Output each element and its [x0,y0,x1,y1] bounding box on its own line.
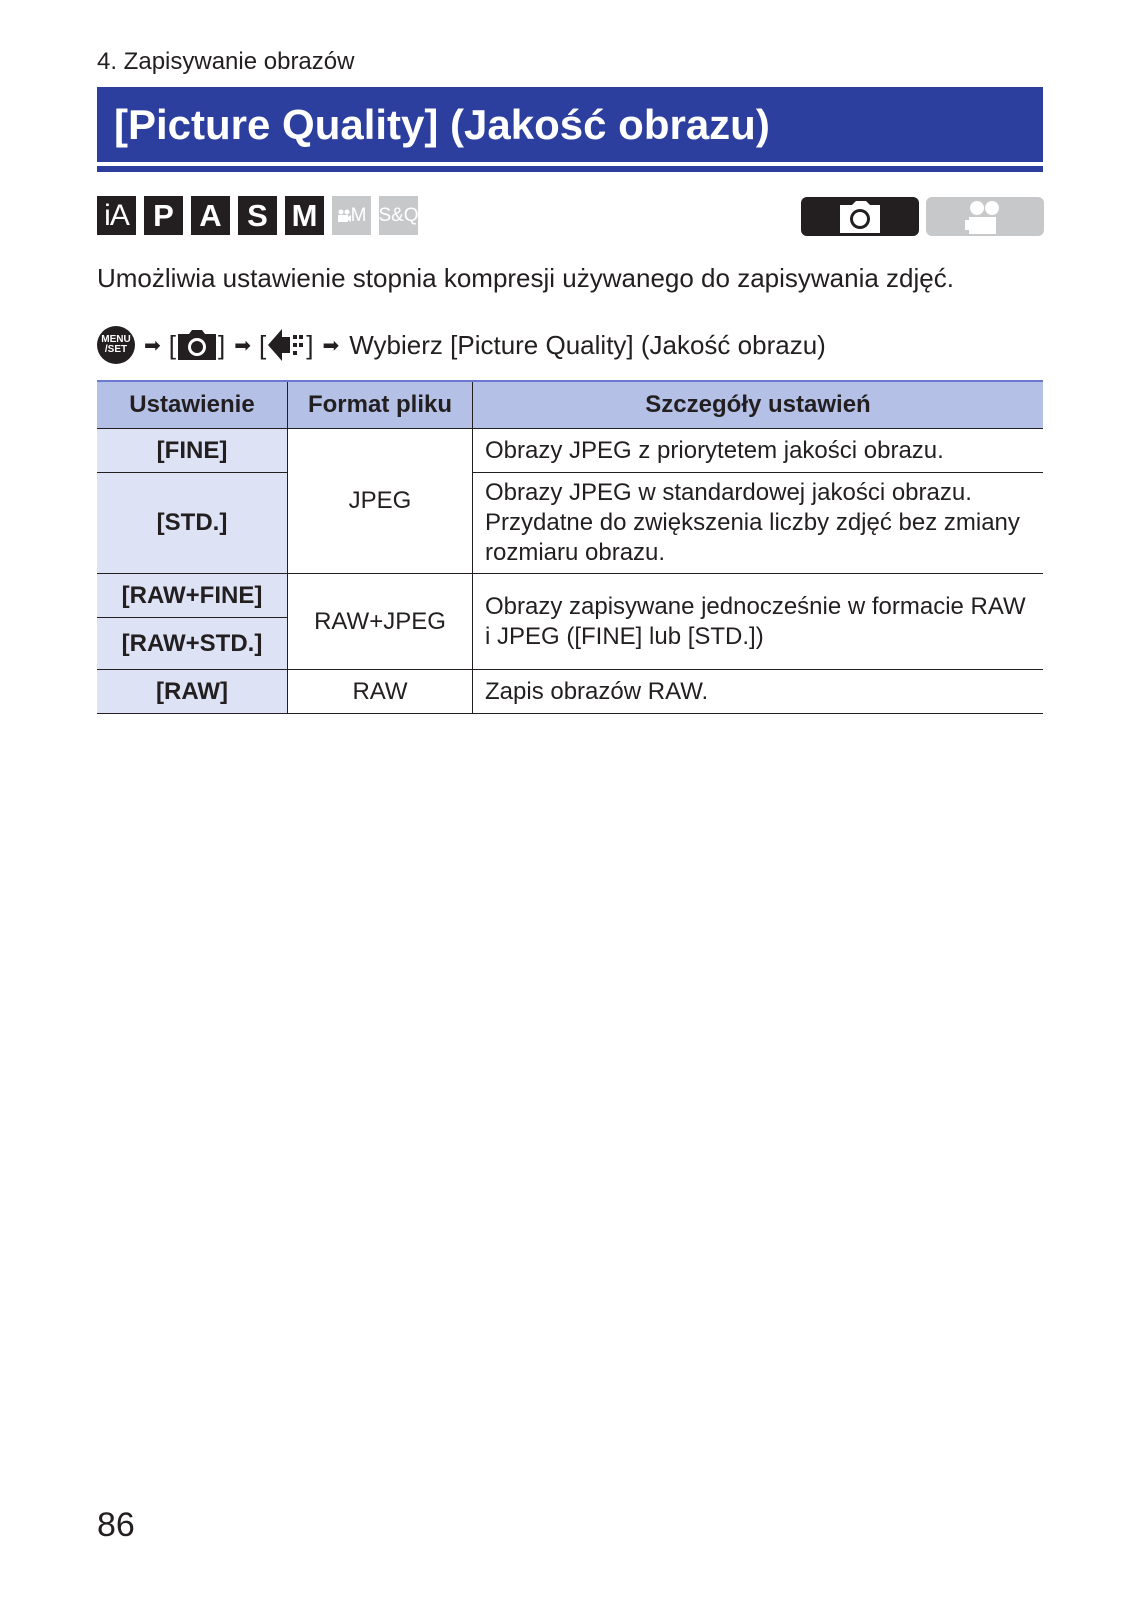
title-underline [97,166,1043,172]
movie-camera-icon [965,200,1005,234]
camera-menu-icon [176,329,218,361]
setting-cell: [RAW+STD.] [97,618,288,670]
arrow-icon: ➡ [144,334,161,357]
column-header: Ustawienie [97,381,288,429]
mode-icons [97,196,418,235]
column-header: Format pliku [288,381,473,429]
menu-path-text: Wybierz [Picture Quality] (Jakość obrazu) [349,329,826,360]
setting-cell: [FINE] [97,429,288,473]
movie-camera-icon [337,209,351,223]
mode-s-icon: S [238,196,277,235]
mode-ia-icon: iA [97,196,136,235]
details-cell: Obrazy JPEG z priorytetem jakości obrazu. [473,429,1044,473]
settings-table [97,380,1043,714]
bracket-close: ] [218,329,226,360]
mode-m-icon: M [285,196,324,235]
mode-p-icon: P [144,196,183,235]
page-number: 86 [97,1506,135,1544]
bracket-open: [ [259,329,267,360]
setting-cell: [STD.] [97,473,288,574]
table-row [97,670,1043,714]
format-cell: RAW [288,670,473,714]
mode-sq-icon: S&Q [379,196,418,235]
page-title [97,87,1043,162]
description: Umożliwia ustawienie stopnia kompresji używanego do zapisywania zdjęć. [97,263,954,293]
column-header: Szczegóły ustawień [473,381,1044,429]
section-label: 4. Zapisywanie obrazów [97,48,355,75]
format-cell: RAW+JPEG [288,574,473,670]
mode-creative-video-icon [332,196,371,235]
video-mode-badge [926,197,1044,236]
mode-creative-video-label: M [350,204,367,226]
mode-a-icon: A [191,196,230,235]
arrow-icon: ➡ [234,334,251,357]
format-cell: JPEG [288,429,473,574]
menu-set-bottom: /SET [104,344,128,355]
setting-cell: [RAW+FINE] [97,574,288,618]
menu-set-top: MENU [101,334,131,345]
menu-set-icon [97,326,135,364]
setting-cell: [RAW] [97,670,288,714]
bracket-close: ] [306,329,314,360]
bracket-open: [ [168,329,176,360]
camera-icon [838,201,882,233]
image-quality-menu-icon [266,327,306,363]
menu-path [97,325,826,365]
arrow-icon: ➡ [322,334,340,357]
table-row [97,429,1043,473]
table-row [97,574,1043,618]
details-cell: Obrazy JPEG w standardowej jakości obrazu. Przydatne do zwiększenia liczby zdjęć bez zmiany rozmiaru obrazu. [473,473,1044,574]
page-title-text: [Picture Quality] (Jakość obrazu) [114,100,770,148]
photo-mode-badge [801,197,919,236]
table-header-row [97,381,1043,429]
table-row [97,473,1043,574]
details-cell: Zapis obrazów RAW. [473,670,1044,714]
details-cell: Obrazy zapisywane jednocześnie w formacie RAW i JPEG ([FINE] lub [STD.]) [473,574,1044,670]
